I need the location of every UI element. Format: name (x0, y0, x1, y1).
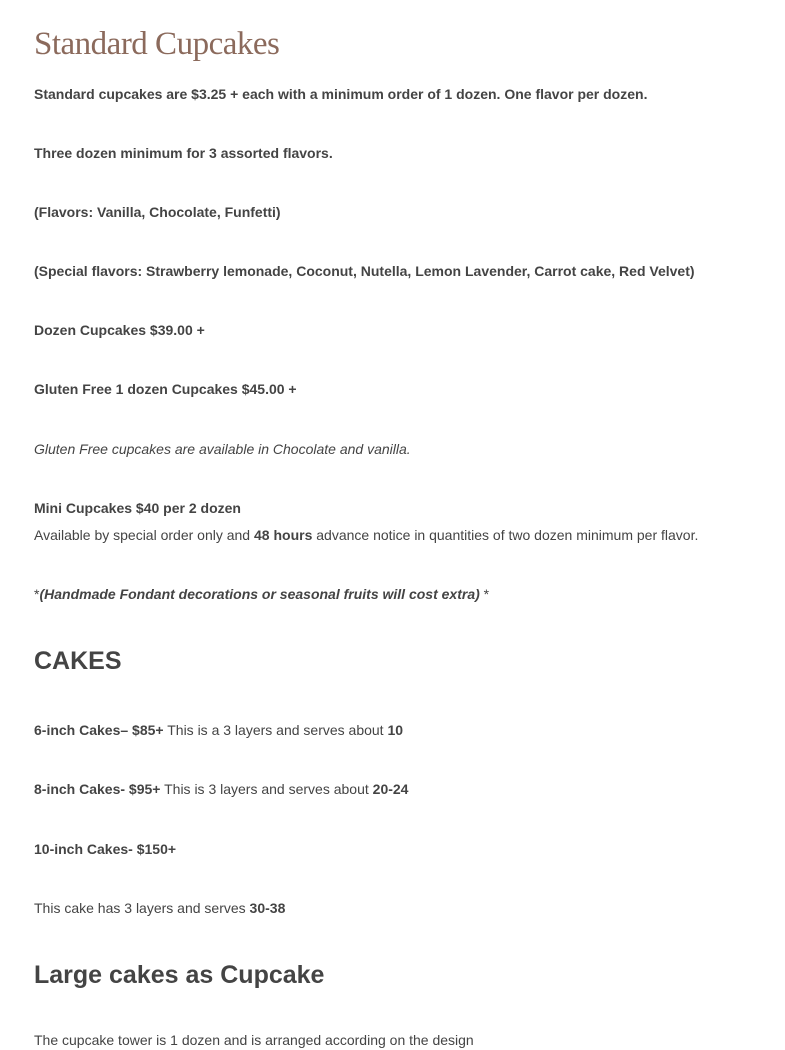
cake-6inch-desc: This is a 3 layers and serves about (163, 722, 388, 738)
cake-8inch-label: 8-inch Cakes- $95+ (34, 781, 161, 797)
dozen-price-line: Dozen Cupcakes $39.00 + (34, 322, 205, 338)
cake-8inch-desc: This is 3 layers and serves about (160, 781, 373, 797)
cake-10inch-serves: 30-38 (249, 900, 286, 916)
price-line: Standard cupcakes are $3.25 + each with a minimum order of 1 dozen. One flavor per dozen. (34, 86, 648, 102)
minimum-line: Three dozen minimum for 3 assorted flavors. (34, 145, 333, 161)
special-order-text: Available by special order only and (34, 527, 254, 543)
special-order-line (34, 525, 698, 545)
decorations-note (34, 584, 489, 604)
decorations-text: (Handmade Fondant decorations or seasonal fruits will cost extra) (39, 586, 480, 602)
notice-hours: 48 hours (254, 527, 313, 543)
cupcake-tower-line: The cupcake tower is 1 dozen and is arranged according on the design (34, 1032, 474, 1048)
cake-6inch-line (34, 720, 403, 740)
cake-10inch-desc (34, 898, 285, 918)
flavors-line: (Flavors: Vanilla, Chocolate, Funfetti) (34, 204, 281, 220)
page-title: Standard Cupcakes (34, 26, 280, 62)
cake-8inch-line (34, 779, 408, 799)
special-order-text-end: advance notice in quantities of two dozen minimum per flavor. (312, 527, 699, 543)
mini-cupcakes-line: Mini Cupcakes $40 per 2 dozen (34, 500, 241, 516)
asterisk-end: * (479, 586, 490, 602)
cake-6inch-serves: 10 (387, 722, 404, 738)
cake-10inch-desc-text: This cake has 3 layers and serves (34, 900, 250, 916)
cake-8inch-serves: 20-24 (372, 781, 409, 797)
cake-10inch-line: 10-inch Cakes- $150+ (34, 841, 177, 857)
large-cakes-heading: Large cakes as Cupcake (34, 961, 325, 989)
cake-6inch-price: – $85+ (120, 722, 164, 738)
gluten-free-price-line: Gluten Free 1 dozen Cupcakes $45.00 + (34, 381, 297, 397)
cakes-heading: CAKES (34, 647, 122, 675)
cake-6inch-label: 6-inch Cakes (34, 722, 121, 738)
gluten-free-note: Gluten Free cupcakes are available in Chocolate and vanilla. (34, 441, 411, 457)
special-flavors-line: (Special flavors: Strawberry lemonade, Coconut, Nutella, Lemon Lavender, Carrot cake, Red Velvet) (34, 263, 695, 279)
asterisk: * (34, 586, 40, 602)
